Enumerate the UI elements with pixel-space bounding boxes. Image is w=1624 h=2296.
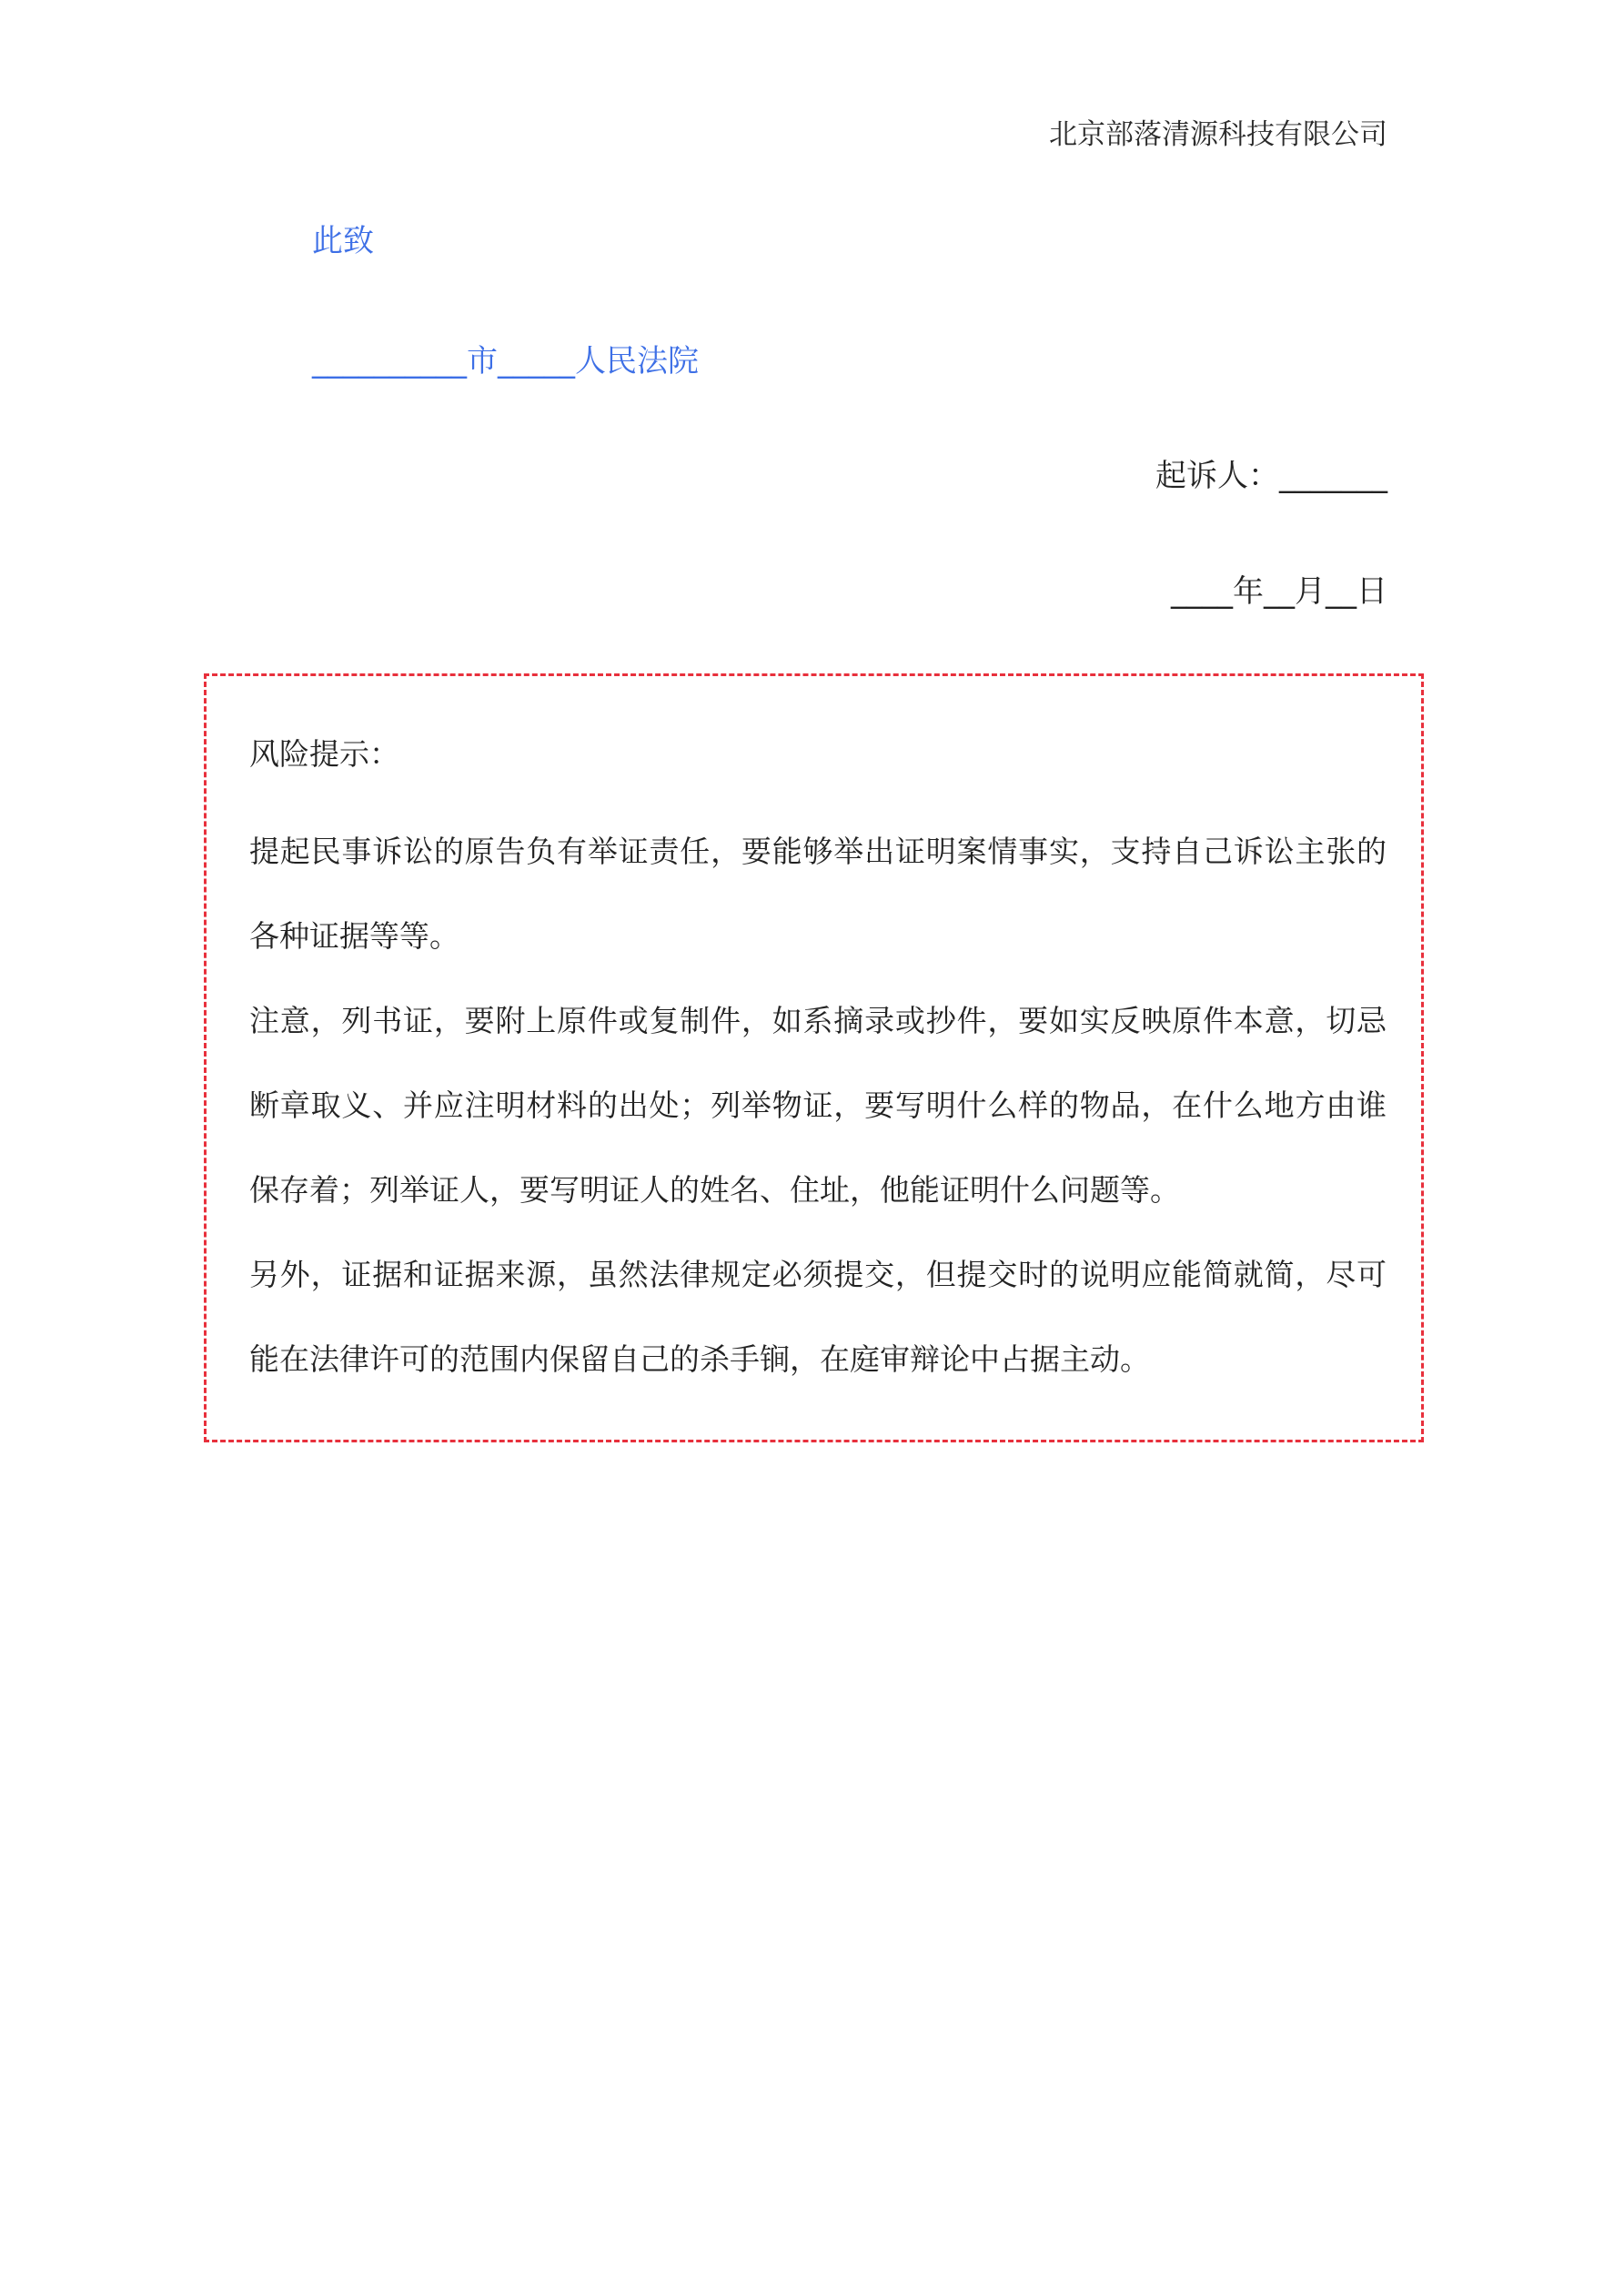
risk-paragraph-burden-of-proof: 提起民事诉讼的原告负有举证责任，要能够举出证明案情事实，支持自己诉讼主张的各种证据等等。 [249, 834, 1387, 954]
risk-notice-content [249, 731, 1387, 1401]
risk-notice-title: 风险提示： [249, 736, 399, 772]
risk-notice-box [204, 673, 1424, 1442]
date-line: ____年__月__日 [1171, 573, 1387, 610]
risk-paragraph-evidence-listing: 注意，列书证，要附上原件或复制件，如系摘录或抄件，要如实反映原件本意，切忌断章取义、并应注明材料的出处；列举物证，要写明什么样的物品，在什么地方由谁保存着；列举证人，要写明证人的姓名、住址，他能证明什么问题等。 [249, 1003, 1387, 1208]
salutation: 此致 [312, 223, 374, 259]
company-name: 北京部落清源科技有限公司 [1049, 118, 1387, 151]
risk-paragraph-evidence-strategy: 另外，证据和证据来源，虽然法律规定必须提交，但提交时的说明应能简就简，尽可能在法律许可的范围内保留自己的杀手锏，在庭审辩论中占据主动。 [249, 1257, 1387, 1377]
court-line: __________市_____人民法院 [312, 343, 699, 379]
plaintiff-signature-line: 起诉人：_______ [1155, 458, 1387, 494]
